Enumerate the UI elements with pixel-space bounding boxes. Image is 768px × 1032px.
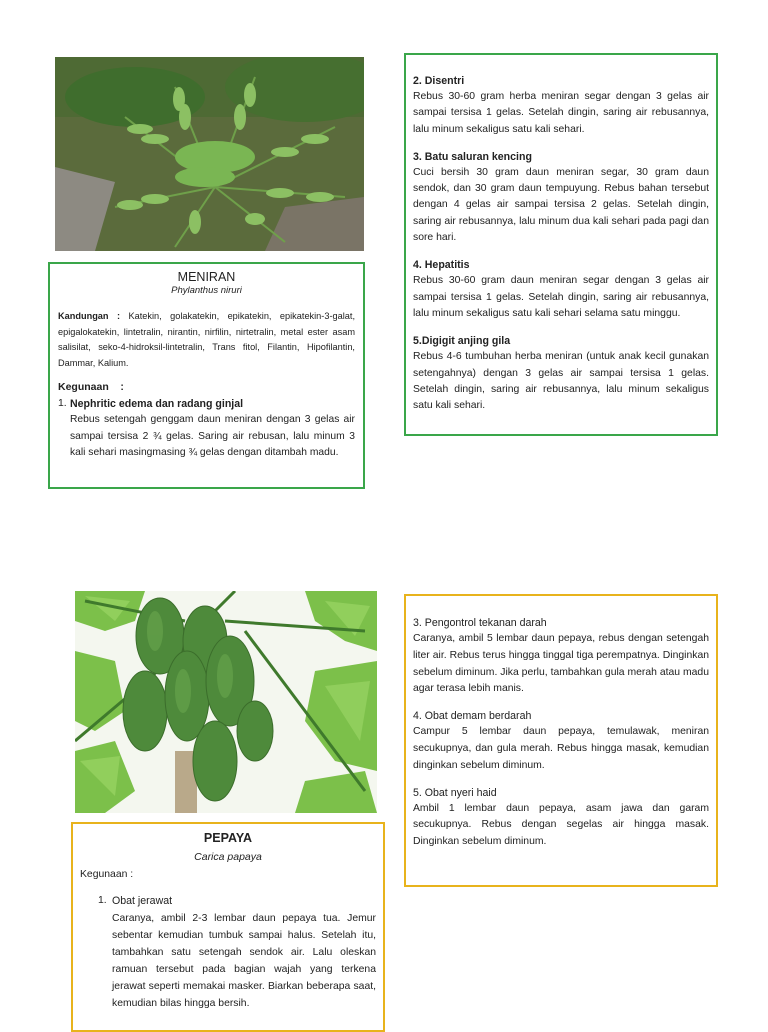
kandungan-text: Katekin, golakatekin, epikatekin, epikatekin-3-galat, epigalokatekin, lintetralin, nirantin, nirfilin, nirtetralin, metal ester asam salisilat, seko-4-hidroksil-lintetralin, Trans fitol, Filantin, Hipofilantin, Dammar, Kalium. bbox=[58, 311, 355, 368]
meniran-use-3 bbox=[413, 149, 709, 246]
meniran-title: MENIRAN bbox=[177, 270, 236, 284]
use-text: Rebus 30-60 gram daun meniran segar dengan 3 gelas air sampai tersisa 1 gelas. Setelah dingin, saring air rebusannya, lalu minum sekaligus satu kali sehari selama satu minggu. bbox=[413, 275, 709, 319]
use-title: 3. Batu saluran kencing bbox=[413, 150, 532, 163]
use-text: Ambil 1 lembar daun pepaya, asam jawa dan garam secukupnya. Rebus dengan segelas air hingga masak. Dinginkan sebelum diminum. bbox=[413, 802, 709, 848]
meniran-scientific-name: Phylanthus niruri bbox=[171, 285, 242, 296]
use-text: Rebus 30-60 gram herba meniran segar dengan 3 gelas air sampai tersisa 1 gelas. Setelah dingin, saring air rebusannya, lalu minum sekaligus satu kali sehari. bbox=[413, 91, 709, 135]
pepaya-kegunaan-label: Kegunaan : bbox=[80, 869, 134, 880]
meniran-kegunaan-label: Kegunaan : bbox=[58, 381, 124, 393]
use-text: Rebus setengah genggam daun meniran dengan 3 gelas air sampai tersisa 2 ¾ gelas. Saring air rebusan, lalu minum 3 kali sehari masingmasing ¾ gelas dengan ditambah madu. bbox=[70, 414, 355, 459]
pepaya-use-3 bbox=[413, 615, 709, 698]
use-number: 1. bbox=[98, 895, 107, 906]
use-title: 3. Pengontrol tekanan darah bbox=[413, 617, 547, 629]
use-text: Cuci bersih 30 gram daun meniran segar, 30 gram daun sendok, dan 30 gram daun tempuyung. Rebus bahan tersebut dengan 4 gelas air sampai tersisa 2 gelas. Setelah dingin, saring air rebusannya, lalu minum dua kali sehari pada pagi dan sore hari. bbox=[413, 166, 709, 244]
meniran-kandungan bbox=[58, 309, 355, 371]
use-text: Caranya, ambil 5 lembar daun pepaya, rebus dengan setengah liter air. Rebus terus hingga tinggal tiga perempatnya. Dinginkan sebelum diminum. Jika perlu, tambahkan gula merah atau madu agar terasa lebih manis. bbox=[413, 633, 709, 695]
use-text: Campur 5 lembar daun pepaya, temulawak, meniran secukupnya, dan gula merah. Rebus hingga masak, kemudian dinginkan sebelum diminum. bbox=[413, 726, 709, 771]
meniran-use-4 bbox=[413, 257, 709, 322]
pepaya-scientific-name: Carica papaya bbox=[194, 851, 262, 863]
pepaya-use-4 bbox=[413, 708, 709, 774]
pepaya-card bbox=[71, 822, 385, 1032]
use-title: 5. Obat nyeri haid bbox=[413, 786, 497, 799]
use-title: Obat jerawat bbox=[112, 895, 173, 907]
use-number: 1. bbox=[58, 398, 67, 409]
use-title: 4. Hepatitis bbox=[413, 259, 470, 272]
use-title: 4. Obat demam berdarah bbox=[413, 710, 532, 723]
use-title: 5.Digigit anjing gila bbox=[413, 335, 511, 348]
use-title: Nephritic edema dan radang ginjal bbox=[70, 398, 244, 410]
use-text: Caranya, ambil 2-3 lembar daun pepaya tua. Jemur sebentar kemudian tumbuk sampai halus. Setelah itu, tambahkan satu setengah sendok air. Lalu oleskan ramuan tersebut pada bagian wajah yang terkena jerawat seperti memakai masker. Biarkan beberapa saat, kemudian bilas hingga bersih. bbox=[112, 913, 376, 1009]
meniran-use-5 bbox=[413, 333, 709, 414]
meniran-uses-card bbox=[404, 53, 718, 436]
pepaya-uses-card bbox=[404, 594, 718, 887]
use-title: 2. Disentri bbox=[413, 75, 465, 87]
meniran-use-2 bbox=[413, 73, 709, 138]
kandungan-label: Kandungan : bbox=[58, 311, 121, 321]
pepaya-use-5 bbox=[413, 785, 709, 851]
pepaya-photo bbox=[75, 591, 377, 813]
pepaya-title: PEPAYA bbox=[203, 831, 253, 845]
pepaya-use-1 bbox=[80, 893, 376, 1012]
meniran-photo bbox=[55, 57, 364, 251]
use-text: Rebus 4-6 tumbuhan herba meniran (untuk anak kecil gunakan setengahnya) dengan 3 gelas air sampai tersisa 1 gelas. Setelah dingin, saring air rebusannya, lalu minum sekaligus satu kali sehari. bbox=[413, 351, 709, 412]
meniran-use-1 bbox=[58, 396, 355, 462]
meniran-card bbox=[48, 262, 365, 489]
